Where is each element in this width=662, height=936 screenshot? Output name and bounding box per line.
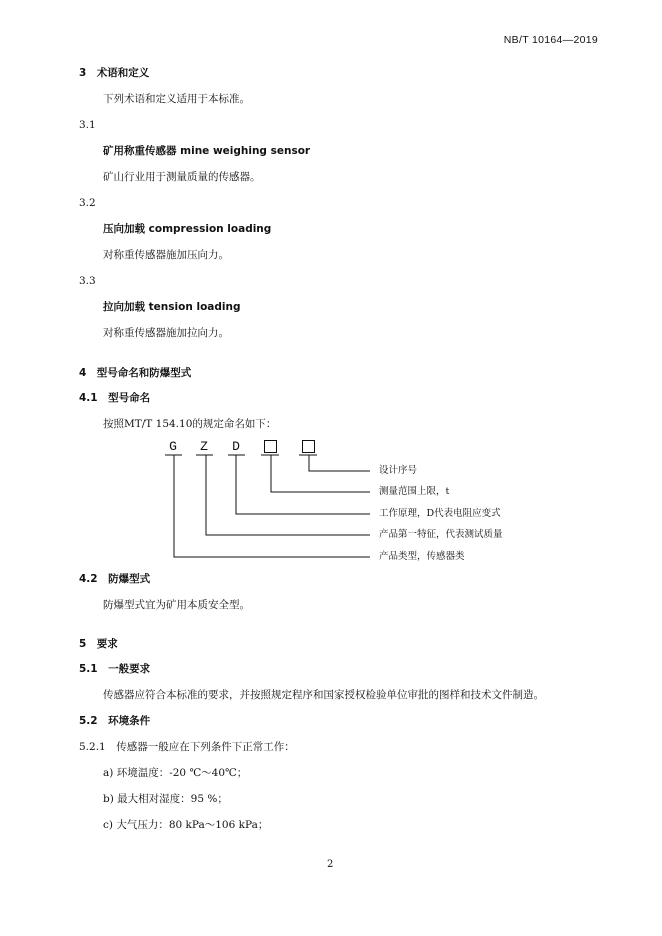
- section-5-heading: 5 要求: [79, 638, 118, 650]
- diagram-label-design-serial: 设计序号: [379, 465, 418, 476]
- standard-number: NB/T 10164—2019: [503, 34, 598, 46]
- section-4-heading: 4 型号命名和防爆型式: [79, 367, 192, 379]
- section-5-2-heading: 5.2 环境条件: [79, 715, 151, 727]
- model-letter-d: D: [232, 439, 240, 454]
- list-item-temperature: a) 环境温度：-20 ℃～40℃；: [103, 767, 248, 779]
- model-letter-z: Z: [200, 439, 208, 454]
- diagram-label-working-principle: 工作原理，D代表电阻应变式: [379, 508, 501, 519]
- term-3-2-definition: 对称重传感器施加压向力。: [103, 249, 229, 261]
- list-item-pressure: c) 大气压力：80 kPa～106 kPa；: [103, 819, 269, 831]
- term-3-1-number: 3.1: [79, 119, 96, 131]
- section-5-1-text: 传感器应符合本标准的要求，并按照规定程序和国家授权检验单位审批的图样和技术文件制造。: [103, 689, 544, 701]
- section-4-1-heading: 4.1 型号命名: [79, 392, 151, 404]
- term-3-3-definition: 对称重传感器施加拉向力。: [103, 327, 229, 339]
- section-5-1-heading: 5.1 一般要求: [79, 663, 151, 675]
- clause-5-2-1: 5.2.1 传感器一般应在下列条件下正常工作：: [79, 741, 295, 753]
- term-3-2-title: 压向加载 compression loading: [103, 223, 272, 235]
- term-3-3-title: 拉向加载 tension loading: [103, 301, 241, 313]
- diagram-label-range-limit: 测量范围上限，t: [379, 486, 450, 497]
- term-3-1-definition: 矿山行业用于测量质量的传感器。: [103, 171, 261, 183]
- section-4-2-heading: 4.2 防爆型式: [79, 573, 151, 585]
- page-number: 2: [327, 859, 334, 870]
- section-3-intro: 下列术语和定义适用于本标准。: [103, 93, 250, 105]
- section-4-2-text: 防爆型式宜为矿用本质安全型。: [103, 599, 250, 611]
- section-4-1-text: 按照MT/T 154.10的规定命名如下：: [103, 418, 277, 430]
- term-3-3-number: 3.3: [79, 275, 96, 287]
- diagram-label-first-feature: 产品第一特征，代表测试质量: [379, 529, 503, 540]
- section-3-heading: 3 术语和定义: [79, 67, 150, 79]
- term-3-1-title: 矿用称重传感器 mine weighing sensor: [103, 145, 311, 157]
- list-item-humidity: b) 最大相对湿度：95 %；: [103, 793, 228, 805]
- term-3-2-number: 3.2: [79, 197, 96, 209]
- diagram-label-product-type: 产品类型，传感器类: [379, 551, 465, 562]
- model-letter-g: G: [169, 439, 177, 454]
